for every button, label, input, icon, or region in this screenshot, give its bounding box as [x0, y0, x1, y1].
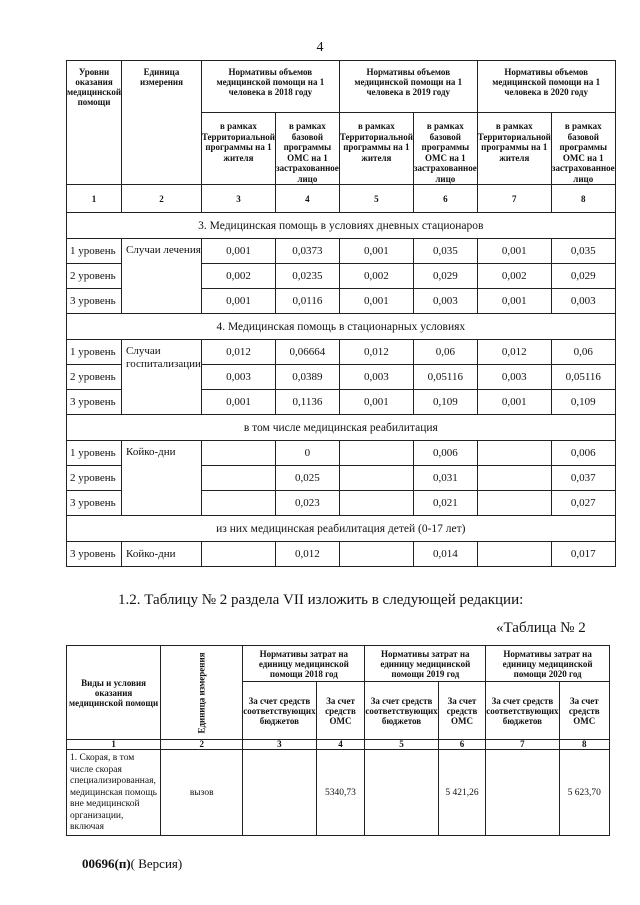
table-row: [67, 441, 616, 466]
value-cell: 0,029: [413, 264, 477, 289]
level-cell: 3 уровень: [67, 289, 122, 314]
value-cell: 0,012: [201, 340, 275, 365]
level-cell: 3 уровень: [67, 542, 122, 567]
value-cell: 0,035: [551, 239, 615, 264]
value-cell: 0,002: [339, 264, 413, 289]
unit-cell: Койко-дни: [122, 441, 202, 516]
value-cell: 5340,73: [316, 750, 365, 836]
value-cell: [477, 466, 551, 491]
value-cell: 0,0116: [276, 289, 340, 314]
value-cell: 0,012: [276, 542, 340, 567]
value-cell: 0,002: [477, 264, 551, 289]
subheader: За счет средств соответствующих бюджетов: [486, 682, 559, 740]
value-cell: 0,001: [339, 239, 413, 264]
table-caption: «Таблица № 2: [496, 620, 586, 636]
header-2020: Нормативы затрат на единицу медицинской помощи 2020 год: [486, 646, 610, 682]
value-cell: 0,0389: [276, 365, 340, 390]
level-cell: 3 уровень: [67, 390, 122, 415]
subheader: За счет средств ОМС: [559, 682, 609, 740]
value-cell: 0,001: [477, 289, 551, 314]
value-cell: 0,109: [413, 390, 477, 415]
value-cell: 0,1136: [276, 390, 340, 415]
value-cell: 0,003: [413, 289, 477, 314]
unit-cell: вызов: [161, 750, 243, 836]
value-cell: [339, 542, 413, 567]
level-cell: 1 уровень: [67, 441, 122, 466]
value-cell: 0,06664: [276, 340, 340, 365]
value-cell: 0,001: [201, 289, 275, 314]
value-cell: [201, 441, 275, 466]
footer-code: 00696(п): [82, 856, 131, 871]
value-cell: 0,001: [339, 390, 413, 415]
subheader: в рамках Территориальной программы на 1 жителя: [339, 113, 413, 185]
care-type-cell: 1. Скорая, в том числе скорая специализированная, медицинская помощь вне медицинской организации, включая: [67, 750, 161, 836]
column-number: 3: [243, 740, 316, 750]
level-cell: 2 уровень: [67, 264, 122, 289]
value-cell: 0,002: [201, 264, 275, 289]
column-number: 5: [339, 185, 413, 213]
value-cell: 5 623,70: [559, 750, 609, 836]
value-cell: [339, 441, 413, 466]
subheader: в рамках базовой программы ОМС на 1 застрахованное лицо: [551, 113, 615, 185]
header-level: Уровни оказания медицинской помощи: [67, 61, 122, 185]
value-cell: 0,06: [551, 340, 615, 365]
value-cell: [477, 441, 551, 466]
table-volume-norms: [66, 60, 616, 567]
value-cell: 0,014: [413, 542, 477, 567]
value-cell: 0,001: [201, 390, 275, 415]
table-cost-norms: [66, 645, 610, 836]
value-cell: 5 421,26: [438, 750, 486, 836]
value-cell: [201, 466, 275, 491]
subheader: За счет средств соответствующих бюджетов: [243, 682, 316, 740]
column-number: 1: [67, 185, 122, 213]
header-unit: Единица измерения: [122, 61, 202, 185]
header-2020: Нормативы объемов медицинской помощи на 1 человека в 2020 году: [477, 61, 615, 113]
column-number: 3: [201, 185, 275, 213]
value-cell: [339, 466, 413, 491]
table-row: [67, 340, 616, 365]
header-2018: Нормативы объемов медицинской помощи на 1 человека в 2018 году: [201, 61, 339, 113]
subheader: в рамках базовой программы ОМС на 1 застрахованное лицо: [276, 113, 340, 185]
value-cell: 0,029: [551, 264, 615, 289]
section-title: 4. Медицинская помощь в стационарных условиях: [67, 314, 616, 340]
value-cell: 0,027: [551, 491, 615, 516]
subheader: в рамках Территориальной программы на 1 жителя: [477, 113, 551, 185]
value-cell: 0,012: [477, 340, 551, 365]
header-2019: Нормативы объемов медицинской помощи на 1 человека в 2019 году: [339, 61, 477, 113]
column-number: 7: [486, 740, 559, 750]
value-cell: 0,06: [413, 340, 477, 365]
column-number: 6: [413, 185, 477, 213]
value-cell: [339, 491, 413, 516]
value-cell: 0,023: [276, 491, 340, 516]
value-cell: 0,035: [413, 239, 477, 264]
value-cell: [243, 750, 316, 836]
column-number: 4: [316, 740, 365, 750]
amendment-paragraph: 1.2. Таблицу № 2 раздела VII изложить в следующей редакции:: [118, 592, 524, 608]
column-number: 2: [122, 185, 202, 213]
value-cell: 0: [276, 441, 340, 466]
value-cell: 0,05116: [551, 365, 615, 390]
value-cell: 0,001: [201, 239, 275, 264]
value-cell: [477, 542, 551, 567]
value-cell: [201, 542, 275, 567]
value-cell: 0,05116: [413, 365, 477, 390]
value-cell: 0,037: [551, 466, 615, 491]
unit-cell: Случаи госпитализации: [122, 340, 202, 415]
value-cell: 0,001: [477, 239, 551, 264]
value-cell: [201, 491, 275, 516]
column-number: 6: [438, 740, 486, 750]
value-cell: 0,001: [339, 289, 413, 314]
unit-cell: Койко-дни: [122, 542, 202, 567]
subheader: За счет средств ОМС: [438, 682, 486, 740]
level-cell: 2 уровень: [67, 466, 122, 491]
table-row: [67, 239, 616, 264]
value-cell: 0,006: [551, 441, 615, 466]
value-cell: 0,109: [551, 390, 615, 415]
value-cell: 0,017: [551, 542, 615, 567]
header-2019: Нормативы затрат на единицу медицинской помощи 2019 год: [365, 646, 486, 682]
column-number: 5: [365, 740, 438, 750]
value-cell: [477, 491, 551, 516]
footer-label: ( Версия): [130, 856, 183, 871]
header-2018: Нормативы затрат на единицу медицинской помощи 2018 год: [243, 646, 365, 682]
value-cell: 0,003: [201, 365, 275, 390]
subheader: в рамках Территориальной программы на 1 жителя: [201, 113, 275, 185]
level-cell: 3 уровень: [67, 491, 122, 516]
page-number: 4: [316, 40, 324, 55]
column-number: 1: [67, 740, 161, 750]
value-cell: 0,006: [413, 441, 477, 466]
subheader: в рамках базовой программы ОМС на 1 застрахованное лицо: [413, 113, 477, 185]
header-unit-text: Единица измерения: [196, 651, 207, 734]
value-cell: 0,003: [339, 365, 413, 390]
footer: [82, 856, 182, 872]
value-cell: 0,012: [339, 340, 413, 365]
value-cell: 0,021: [413, 491, 477, 516]
column-number: 2: [161, 740, 243, 750]
column-number: 8: [551, 185, 615, 213]
value-cell: 0,0235: [276, 264, 340, 289]
subheader: За счет средств ОМС: [316, 682, 365, 740]
table-row: [67, 542, 616, 567]
level-cell: 1 уровень: [67, 340, 122, 365]
value-cell: [365, 750, 438, 836]
section-title: 3. Медицинская помощь в условиях дневных стационаров: [67, 213, 616, 239]
value-cell: 0,001: [477, 390, 551, 415]
header-unit: [161, 646, 243, 740]
value-cell: 0,003: [477, 365, 551, 390]
column-number: 7: [477, 185, 551, 213]
value-cell: 0,031: [413, 466, 477, 491]
value-cell: 0,0373: [276, 239, 340, 264]
table-row: [67, 750, 610, 836]
section-title: из них медицинская реабилитация детей (0-17 лет): [67, 516, 616, 542]
section-title: в том числе медицинская реабилитация: [67, 415, 616, 441]
column-number: 8: [559, 740, 609, 750]
subheader: За счет средств соответствующих бюджетов: [365, 682, 438, 740]
value-cell: [486, 750, 559, 836]
column-number: 4: [276, 185, 340, 213]
level-cell: 2 уровень: [67, 365, 122, 390]
level-cell: 1 уровень: [67, 239, 122, 264]
header-kind: Виды и условия оказания медицинской помощи: [67, 646, 161, 740]
unit-cell: Случаи лечения: [122, 239, 202, 314]
value-cell: 0,025: [276, 466, 340, 491]
value-cell: 0,003: [551, 289, 615, 314]
